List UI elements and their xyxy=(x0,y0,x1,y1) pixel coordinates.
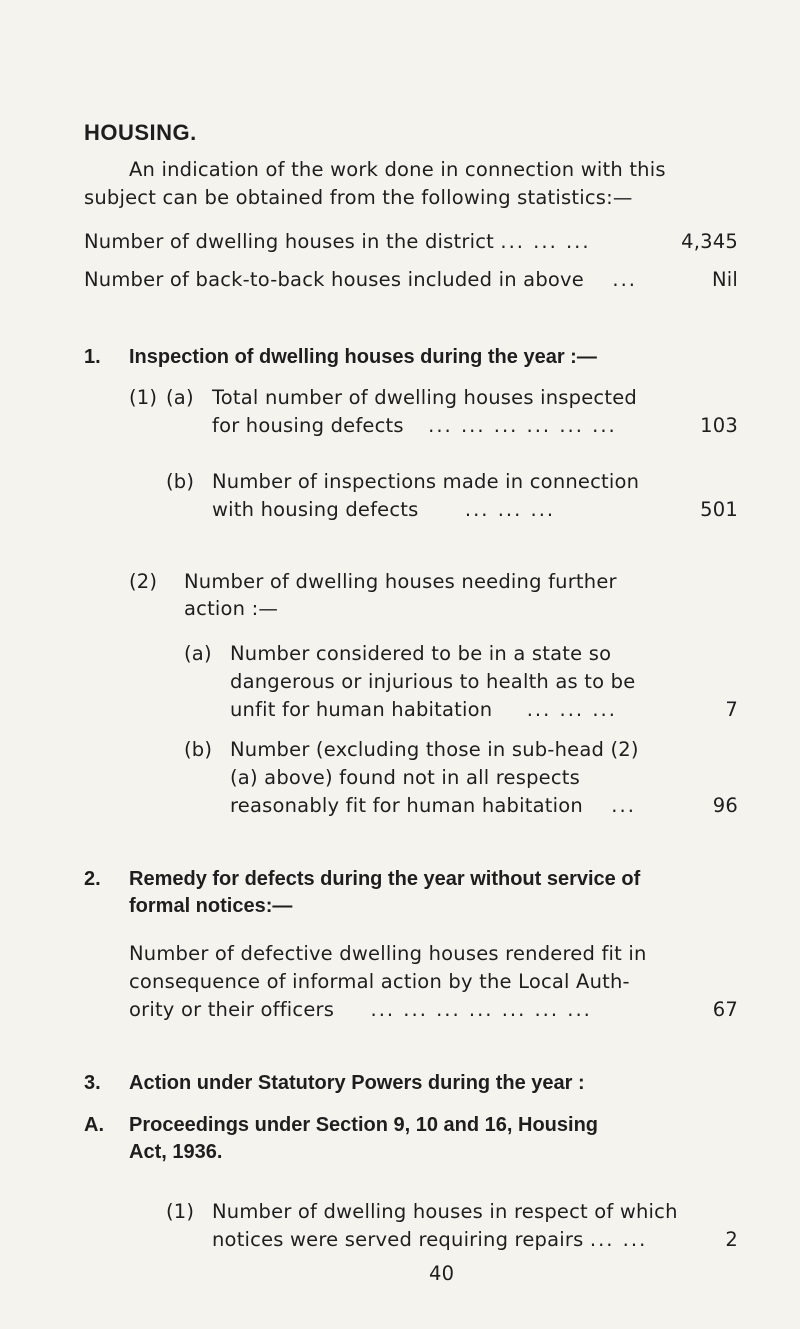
section-a-sub-1-line-2: notices were served requiring repairs ... ... xyxy=(212,1228,648,1251)
section-a-number: A. xyxy=(84,1114,104,1136)
sub-2b-label: (b) xyxy=(184,738,213,761)
section-3-number: 3. xyxy=(84,1072,101,1094)
sub-2b-line-3: reasonably fit for human habitation ... xyxy=(230,794,636,817)
section-2-line-3: ority or their officers ... ... ... ... ... ... ... xyxy=(129,998,592,1021)
sub-2a-line-1: Number considered to be in a state so xyxy=(230,642,612,665)
sub-1a-line-1: Total number of dwelling houses inspected xyxy=(212,386,637,409)
sub-1a-value: 103 xyxy=(700,414,738,437)
section-2-line-2: consequence of informal action by the Local Auth- xyxy=(129,970,630,993)
section-a-sub-1-number: (1) xyxy=(166,1200,195,1223)
sub-2a-line-2: dangerous or injurious to health as to be xyxy=(230,670,636,693)
section-1-heading: Inspection of dwelling houses during the year :— xyxy=(129,346,597,368)
intro-line-1: An indication of the work done in connection with this xyxy=(129,158,666,181)
stat-dwellings-value: 4,345 xyxy=(681,230,738,253)
section-a-sub-1-value: 2 xyxy=(725,1228,738,1251)
sub-1b-line-1: Number of inspections made in connection xyxy=(212,470,640,493)
section-a-sub-1-line-1: Number of dwelling houses in respect of which xyxy=(212,1200,678,1223)
sub-2-number: (2) xyxy=(129,570,158,593)
section-2-number: 2. xyxy=(84,868,101,890)
section-1-number: 1. xyxy=(84,346,101,368)
sub-1a-label: (a) xyxy=(166,386,194,409)
section-3-heading: Action under Statutory Powers during the year : xyxy=(129,1072,585,1094)
section-a-heading-line-2: Act, 1936. xyxy=(129,1141,223,1163)
sub-2-line-1: Number of dwelling houses needing further xyxy=(184,570,617,593)
sub-2a-line-3: unfit for human habitation ... ... ... xyxy=(230,698,617,721)
sub-2a-value: 7 xyxy=(725,698,738,721)
section-a-heading-line-1: Proceedings under Section 9, 10 and 16, Housing xyxy=(129,1114,599,1136)
intro-line-2: subject can be obtained from the following statistics:— xyxy=(84,186,633,209)
sub-1b-value: 501 xyxy=(700,498,738,521)
sub-1-number: (1) xyxy=(129,386,158,409)
stat-back-to-back-value: Nil xyxy=(711,268,738,291)
sub-2b-line-1: Number (excluding those in sub-head (2) xyxy=(230,738,639,761)
sub-2b-value: 96 xyxy=(712,794,738,817)
stat-back-to-back-label: Number of back-to-back houses included in above ... xyxy=(84,268,637,291)
sub-1b-label: (b) xyxy=(166,470,195,493)
page-number: 40 xyxy=(429,1262,455,1285)
section-2-line-1: Number of defective dwelling houses rendered fit in xyxy=(129,942,647,965)
sub-1b-line-2: with housing defects ... ... ... xyxy=(212,498,556,521)
section-2-heading-line-2: formal notices:— xyxy=(129,895,293,917)
section-2-value: 67 xyxy=(712,998,738,1021)
sub-2a-label: (a) xyxy=(184,642,212,665)
sub-1a-line-2: for housing defects ... ... ... ... ... ... xyxy=(212,414,617,437)
stat-dwellings-label: Number of dwelling houses in the district ... ... ... xyxy=(84,230,591,253)
page-title: HOUSING. xyxy=(84,120,197,145)
sub-2b-line-2: (a) above) found not in all respects xyxy=(230,766,580,789)
section-2-heading-line-1: Remedy for defects during the year without service of xyxy=(129,868,641,890)
sub-2-line-2: action :— xyxy=(184,597,279,620)
